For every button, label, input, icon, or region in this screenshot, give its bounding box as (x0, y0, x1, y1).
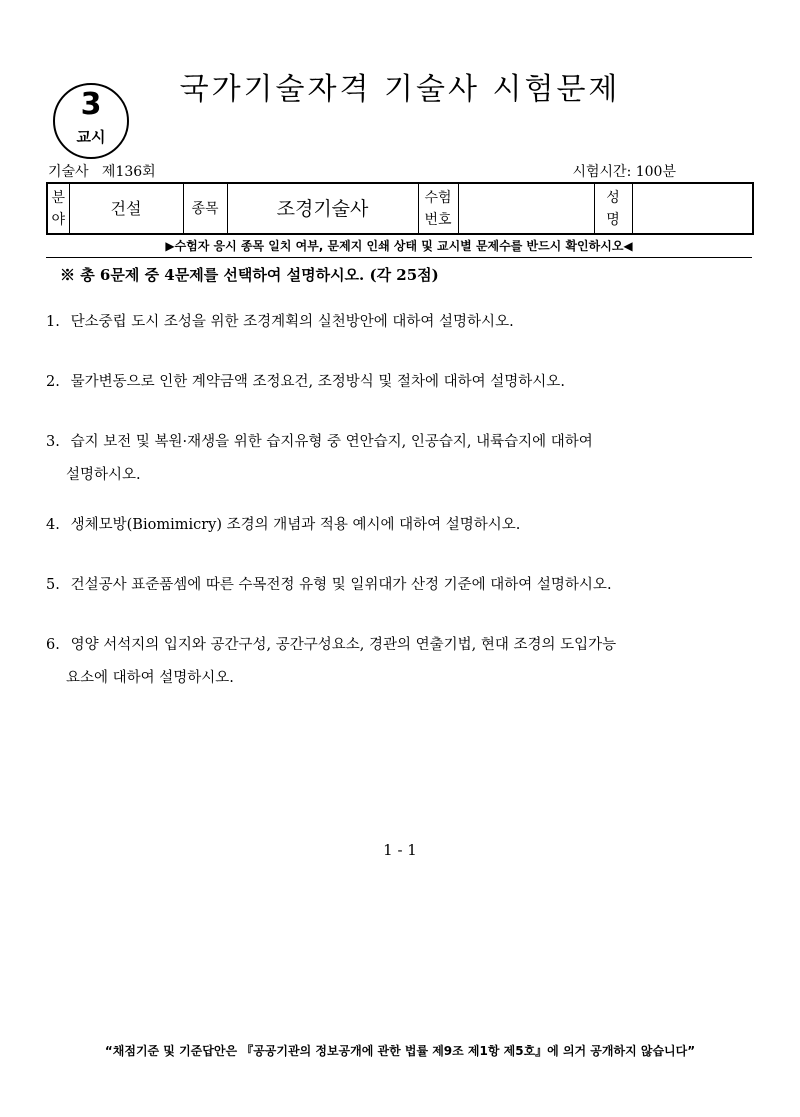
question-6 (46, 629, 758, 695)
question-text: 생체모방(Biomimicry) 조경의 개념과 적용 예시에 대하여 설명하시오. (70, 517, 521, 533)
question-5 (46, 569, 758, 602)
period-badge (53, 83, 129, 159)
question-number: 1. (46, 314, 60, 330)
item-value: 조경기술사 (227, 183, 418, 234)
footer-note: “채점기준 및 기준답안은 『공공기관의 정보공개에 관한 법률 제9조 제1항 제5호』에 의거 공개하지 않습니다” (104, 1044, 696, 1058)
question-text-cont: 설명하시오. (66, 467, 141, 483)
field-label-top: 분 (51, 189, 66, 206)
item-label: 종목 (183, 183, 227, 234)
exam-info-table (46, 182, 754, 235)
question-text-cont: 요소에 대하여 설명하시오. (66, 670, 234, 686)
question-number: 5. (46, 577, 60, 593)
field-value: 건설 (69, 183, 183, 234)
instruction: ※ 총 6문제 중 4문제를 선택하여 설명하시오. (각 25점) (60, 266, 439, 284)
name-field[interactable] (632, 183, 753, 234)
name-label-bottom: 명 (606, 211, 620, 228)
name-label-cell (594, 183, 632, 234)
question-text: 물가변동으로 인한 계약금액 조정요건, 조정방식 및 절차에 대하여 설명하시오. (70, 374, 565, 390)
question-2 (46, 366, 758, 399)
question-text: 영양 서석지의 입지와 공간구성, 공간구성요소, 경관의 연출기법, 현대 조경의 도입가능 (70, 637, 617, 653)
name-label-top: 성 (606, 189, 620, 206)
exam-no-label-top: 수험 (424, 189, 452, 206)
question-number: 3. (46, 434, 60, 450)
question-number: 4. (46, 517, 60, 533)
exam-time: 시험시간: 100분 (572, 164, 676, 180)
exam-no-label-bottom: 번호 (424, 211, 452, 228)
question-number: 2. (46, 374, 60, 390)
page-title: 국가기술자격 기술사 시험문제 (179, 72, 621, 107)
question-number: 6. (46, 637, 60, 653)
question-text: 건설공사 표준품셈에 따른 수목전정 유형 및 일위대가 산정 기준에 대하여 설명하시오. (70, 577, 612, 593)
period-number: 3 (80, 87, 102, 122)
question-1 (46, 306, 758, 339)
question-4 (46, 509, 758, 542)
field-label-bottom: 야 (51, 211, 66, 228)
notice: ▶수험자 응시 종목 일치 여부, 문제지 인쇄 상태 및 교시별 문제수를 반드시 확인하시오◀ (165, 239, 633, 253)
question-3 (46, 426, 758, 492)
exam-info: 기술사 제136회 (48, 164, 156, 180)
field-label-cell (47, 183, 69, 234)
exam-no-label-cell (418, 183, 458, 234)
question-text: 습지 보전 및 복원·재생을 위한 습지유형 중 연안습지, 인공습지, 내륙습지에 대하여 (70, 434, 593, 450)
divider (46, 257, 752, 258)
page-number: 1 - 1 (383, 841, 417, 859)
exam-no-field[interactable] (458, 183, 594, 234)
question-text: 단소중립 도시 조성을 위한 조경계획의 실천방안에 대하여 설명하시오. (70, 314, 514, 330)
period-label: 교시 (76, 128, 106, 146)
